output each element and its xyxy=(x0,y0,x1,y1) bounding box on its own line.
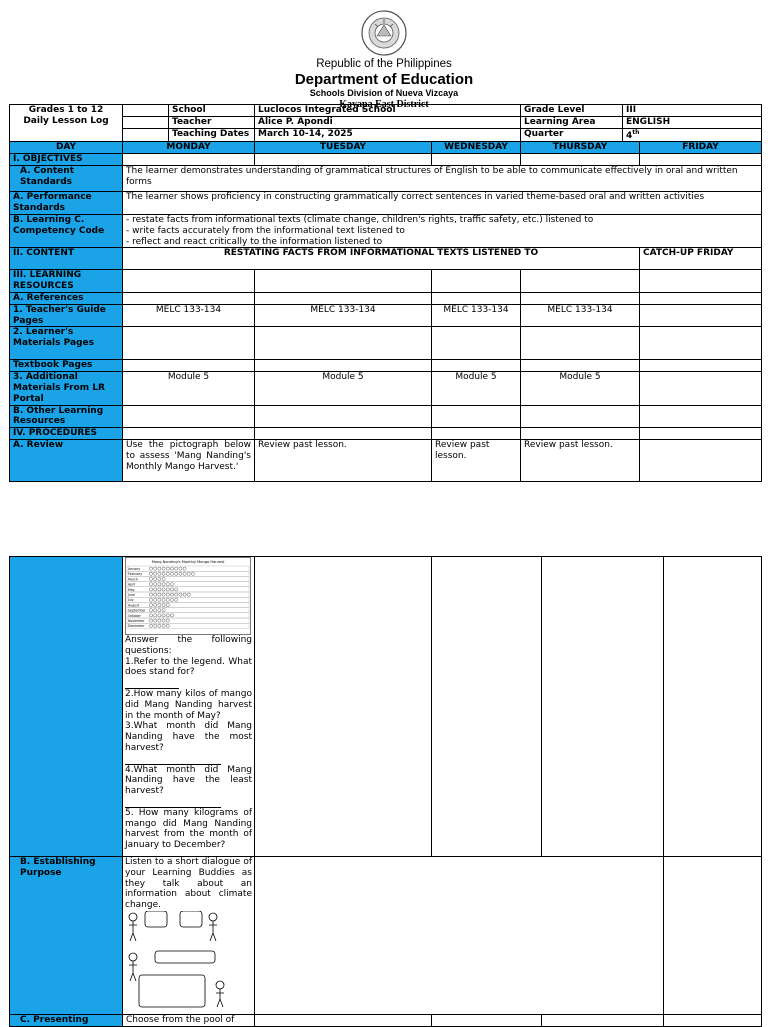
learning-area-value: ENGLISH xyxy=(623,116,762,128)
performance-standards-label: A. Performance Standards xyxy=(10,191,123,214)
mango-symbol-icon xyxy=(149,609,152,612)
document-header xyxy=(0,10,768,110)
mango-symbol-icon xyxy=(162,603,165,606)
pictograph-row xyxy=(127,592,249,597)
mango-symbol-icon xyxy=(149,598,152,601)
melc-tuesday: MELC 133-134 xyxy=(255,304,432,327)
mango-symbol-icon xyxy=(162,572,165,575)
grade-level-label: Grade Level xyxy=(521,105,623,117)
mango-symbol-icon xyxy=(154,588,157,591)
mango-symbol-icon xyxy=(162,567,165,570)
mango-symbol-icon xyxy=(149,572,152,575)
mango-symbol-icon xyxy=(166,624,169,627)
mango-symbol-icon xyxy=(175,572,178,575)
mango-symbol-icon xyxy=(170,614,173,617)
review-monday-activity xyxy=(123,557,255,857)
mango-symbol-icon xyxy=(170,593,173,596)
mango-symbol-icon xyxy=(149,593,152,596)
pictograph-month-label: October xyxy=(128,613,141,618)
mango-symbol-icon xyxy=(183,593,186,596)
content-text: RESTATING FACTS FROM INFORMATIONAL TEXTS LISTENED TO xyxy=(123,248,640,270)
competency-label: B. Learning C. Competency Code xyxy=(10,214,123,247)
presenting-monday: Choose from the pool of xyxy=(123,1015,255,1027)
review-thursday: Review past lesson. xyxy=(521,439,640,481)
mango-symbol-icon xyxy=(149,624,152,627)
mango-symbol-icon xyxy=(158,577,161,580)
mango-symbol-icon xyxy=(175,593,178,596)
review-wednesday: Review past lesson. xyxy=(432,439,521,481)
mango-symbol-icon xyxy=(154,598,157,601)
mango-symbol-icon xyxy=(166,598,169,601)
competency-item: - restate facts from informational texts (climate change, children's rights, traffic safety, etc.) listened to xyxy=(126,214,594,225)
mango-symbol-icon xyxy=(170,572,173,575)
answer-blank[interactable] xyxy=(125,756,221,765)
mango-symbol-icon xyxy=(166,593,169,596)
mango-symbol-icon xyxy=(154,603,157,606)
pictograph-month-label: August xyxy=(128,603,140,608)
mango-symbol-icon xyxy=(162,614,165,617)
mango-symbol-icon xyxy=(175,598,178,601)
other-resources-label: B. Other Learning Resources xyxy=(10,405,123,428)
grade-level-value: III xyxy=(623,105,762,117)
mango-symbol-icon xyxy=(166,614,169,617)
pictograph-month-label: March xyxy=(128,577,138,582)
mango-symbol-icon xyxy=(170,588,173,591)
dialogue-comic-illustration xyxy=(125,911,235,1011)
pictograph-month-label: April xyxy=(128,582,136,587)
thursday-header: THURSDAY xyxy=(521,142,640,154)
learning-resources-label: III. LEARNING RESOURCES xyxy=(10,270,123,293)
pictograph-title: Mang Nanding's Monthly Mango Harvest xyxy=(151,560,225,564)
mango-symbol-icon xyxy=(187,593,190,596)
additional-materials-label: 3. Additional Materials From LR Portal xyxy=(10,372,123,405)
mango-symbol-icon xyxy=(154,609,157,612)
content-standards-text: The learner demonstrates understanding of grammatical structures of English to be able to communicate effectively in oral and written forms xyxy=(123,165,762,191)
friday-header: FRIDAY xyxy=(640,142,762,154)
review-tuesday: Review past lesson. xyxy=(255,439,432,481)
pictograph-row xyxy=(127,613,249,618)
division-line: Schools Division of Nueva Vizcaya xyxy=(309,88,459,99)
melc-wednesday: MELC 133-134 xyxy=(432,304,521,327)
review-monday: Use the pictograph below to assess 'Mang Nanding's Monthly Mango Harvest.' xyxy=(123,439,255,481)
mango-symbol-icon xyxy=(162,593,165,596)
mango-symbol-icon xyxy=(166,572,169,575)
competency-text xyxy=(123,214,762,247)
pictograph-month-label: June xyxy=(128,593,135,597)
review-label: A. Review xyxy=(10,439,123,481)
mango-symbol-icon xyxy=(158,572,161,575)
pictograph-row xyxy=(127,597,249,602)
content-label: II. CONTENT xyxy=(10,248,123,270)
mango-symbol-icon xyxy=(158,588,161,591)
references-label: A. References xyxy=(10,292,123,304)
mango-symbol-icon xyxy=(183,567,186,570)
mango-symbol-icon xyxy=(158,593,161,596)
teaching-dates-value: March 10-14, 2025 xyxy=(255,128,521,142)
mango-symbol-icon xyxy=(154,614,157,617)
mango-symbol-icon xyxy=(154,619,157,622)
module-monday: Module 5 xyxy=(123,372,255,405)
mango-symbol-icon xyxy=(154,577,157,580)
module-wednesday: Module 5 xyxy=(432,372,521,405)
mango-symbol-icon xyxy=(158,598,161,601)
teacher-label: Teacher xyxy=(169,116,255,128)
deped-seal-icon xyxy=(361,10,407,56)
pictograph-row xyxy=(127,582,249,587)
mango-symbol-icon xyxy=(149,583,152,586)
mango-symbol-icon xyxy=(166,567,169,570)
day-header: DAY xyxy=(10,142,123,154)
school-label: School xyxy=(169,105,255,117)
teacher-value: Alice P. Apondi xyxy=(255,116,521,128)
log-title-line-1: Grades 1 to 12 xyxy=(28,105,104,115)
lesson-log-table xyxy=(9,104,762,482)
pictograph-month-label: December xyxy=(128,624,145,629)
mango-symbol-icon xyxy=(158,567,161,570)
quarter-label: Quarter xyxy=(521,128,623,142)
competency-item: - reflect and react critically to the information listened to xyxy=(126,236,383,247)
tuesday-header: TUESDAY xyxy=(255,142,432,154)
module-tuesday: Module 5 xyxy=(255,372,432,405)
pictograph-row xyxy=(127,576,249,581)
procedures-label: IV. PROCEDURES xyxy=(10,428,123,440)
mango-symbol-icon xyxy=(158,624,161,627)
learning-area-label: Learning Area xyxy=(521,116,623,128)
mango-symbol-icon xyxy=(162,624,165,627)
content-standards-label: A. Content Standards xyxy=(10,165,123,191)
catch-up-friday: CATCH-UP FRIDAY xyxy=(640,248,762,270)
mango-symbol-icon xyxy=(154,583,157,586)
question-3: 3.What month did Mang Nanding have the most harvest? xyxy=(125,721,252,753)
purpose-text: Listen to a short dialogue of your Learning Buddies as they talk about an information about climate change. xyxy=(125,857,252,911)
mango-symbol-icon xyxy=(154,624,157,627)
school-value: Luclocos Integrated School xyxy=(255,105,521,117)
question-1: 1.Refer to the legend. What does stand for? xyxy=(125,656,252,678)
department-title: Department of Education xyxy=(294,71,474,89)
mango-symbol-icon xyxy=(166,583,169,586)
mango-symbol-icon xyxy=(154,593,157,596)
mango-symbol-icon xyxy=(158,614,161,617)
mango-symbol-icon xyxy=(175,567,178,570)
objectives-label: I. OBJECTIVES xyxy=(10,154,123,166)
answer-blank[interactable] xyxy=(125,799,221,808)
mango-symbol-icon xyxy=(166,603,169,606)
pictograph-row xyxy=(127,571,249,576)
establishing-purpose-monday xyxy=(123,857,255,1015)
pictograph-row xyxy=(127,623,249,628)
pictograph-row xyxy=(127,566,249,571)
answer-intro: Answer the following questions: xyxy=(125,635,252,656)
pictograph-month-label: May xyxy=(128,587,135,592)
lesson-log-table-page-2 xyxy=(9,556,762,1027)
mango-symbol-icon xyxy=(149,614,152,617)
presenting-label: C. Presenting xyxy=(10,1015,123,1027)
pictograph-month-label: February xyxy=(128,572,143,577)
mango-symbol-icon xyxy=(149,567,152,570)
mango-symbol-icon xyxy=(158,583,161,586)
mango-symbol-icon xyxy=(149,619,152,622)
mango-symbol-icon xyxy=(170,598,173,601)
mango-symbol-icon xyxy=(149,577,152,580)
pictograph-month-label: July xyxy=(128,598,134,603)
performance-standards-text: The learner shows proficiency in constructing grammatically correct sentences in varied theme-based oral and written activities xyxy=(123,191,762,214)
teachers-guide-label: 1. Teacher's Guide Pages xyxy=(10,304,123,327)
log-title-line-2: Daily Lesson Log xyxy=(23,115,109,126)
mango-symbol-icon xyxy=(154,567,157,570)
teaching-dates-label: Teaching Dates xyxy=(169,128,255,142)
establishing-purpose-label: B. Establishing Purpose xyxy=(10,857,123,1015)
mango-symbol-icon xyxy=(162,609,165,612)
quarter-value: 4th xyxy=(623,128,762,142)
competency-item: - write facts accurately from the informational text listened to xyxy=(126,225,405,236)
mango-symbol-icon xyxy=(162,598,165,601)
mango-symbol-icon xyxy=(158,619,161,622)
pictograph-row xyxy=(127,618,249,623)
learners-materials-label: 2. Learner's Materials Pages xyxy=(10,327,123,360)
mango-symbol-icon xyxy=(170,583,173,586)
log-title xyxy=(10,105,123,142)
monday-header: MONDAY xyxy=(123,142,255,154)
mango-symbol-icon xyxy=(187,572,190,575)
mango-symbol-icon xyxy=(162,583,165,586)
mango-symbol-icon xyxy=(166,619,169,622)
question-4: 4.What month did Mang Nanding have the least harvest? xyxy=(125,764,252,797)
republic-line: Republic of the Philippines xyxy=(316,58,452,70)
mango-symbol-icon xyxy=(154,572,157,575)
pictograph-month-label: November xyxy=(128,619,145,623)
pictograph-chart xyxy=(125,557,251,635)
mango-symbol-icon xyxy=(179,593,182,596)
pictograph-month-label: January xyxy=(128,567,141,571)
mango-symbol-icon xyxy=(170,567,173,570)
pictograph-row xyxy=(127,602,249,607)
mango-symbol-icon xyxy=(149,603,152,606)
module-thursday: Module 5 xyxy=(521,372,640,405)
melc-monday: MELC 133-134 xyxy=(123,304,255,327)
mango-symbol-icon xyxy=(175,588,178,591)
mango-symbol-icon xyxy=(179,572,182,575)
review-continued-label xyxy=(10,557,123,857)
textbook-pages-label: Textbook Pages xyxy=(10,360,123,372)
mango-symbol-icon xyxy=(166,588,169,591)
pictograph-row xyxy=(127,587,249,592)
mango-symbol-icon xyxy=(183,572,186,575)
question-5: 5. How many kilograms of mango did Mang Nanding harvest from the month of January to December? xyxy=(125,807,252,851)
mango-symbol-icon xyxy=(162,577,165,580)
mango-symbol-icon xyxy=(158,609,161,612)
mango-symbol-icon xyxy=(191,572,194,575)
mango-symbol-icon xyxy=(162,619,165,622)
mango-symbol-icon xyxy=(179,567,182,570)
question-2: 2.How many kilos of mango did Mang Nanding harvest in the month of May? xyxy=(125,688,252,721)
mango-symbol-icon xyxy=(162,588,165,591)
pictograph-month-label: September xyxy=(128,608,146,613)
melc-thursday: MELC 133-134 xyxy=(521,304,640,327)
answer-blank[interactable] xyxy=(125,680,179,689)
district-line: Kayapa East District xyxy=(339,98,429,110)
mango-symbol-icon xyxy=(158,603,161,606)
wednesday-header: WEDNESDAY xyxy=(432,142,521,154)
mango-symbol-icon xyxy=(149,588,152,591)
